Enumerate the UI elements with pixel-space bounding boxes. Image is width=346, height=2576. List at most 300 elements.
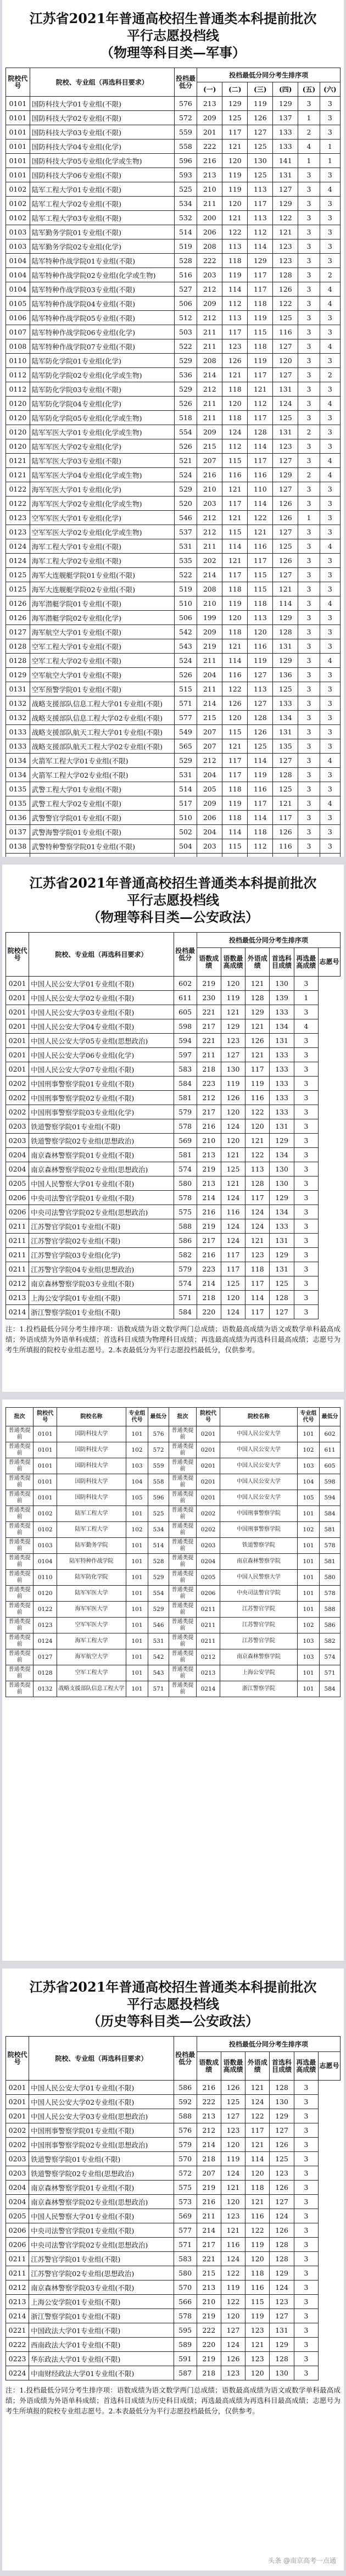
table-cell: 战略支援部队航天工程大学02专业组(不限) (30, 739, 174, 754)
table-row (6, 2181, 341, 2195)
table-cell: 武警特种警察学院01专业组(不限) (30, 839, 174, 854)
table-cell: 中国人民公安大学 (220, 1458, 297, 1474)
table-cell: 0125 (6, 582, 30, 596)
table-cell: 117 (245, 1305, 270, 1319)
table-row (6, 2123, 341, 2138)
table-cell: 0137 (6, 825, 30, 839)
table-cell: 123 (221, 2209, 245, 2223)
table-row (6, 268, 341, 282)
table-cell: 战略支援部队信息工程大学 (57, 1681, 126, 1697)
table-cell: 120 (245, 1119, 270, 1134)
table-cell: 116 (248, 539, 273, 554)
table-cell: 3 (298, 696, 320, 711)
table-row (6, 339, 341, 354)
table-cell: 120 (248, 625, 273, 639)
table-cell: 576 (148, 1426, 169, 1442)
table-cell: 128 (270, 2252, 294, 2266)
table-cell: 陆军工程大学03专业组(不限) (30, 211, 174, 225)
table-cell: 581 (320, 1554, 341, 1570)
table-row (6, 2323, 341, 2338)
table-cell: 101 (297, 1570, 319, 1586)
table-cell: 133 (270, 1077, 294, 1091)
table-cell: 0121 (6, 468, 30, 482)
table-cell: 3 (298, 825, 320, 839)
table-cell: 123 (245, 2352, 270, 2366)
table-cell: 3 (294, 1191, 318, 1205)
table-cell: 118 (245, 1262, 270, 1276)
table-cell: 3 (294, 2195, 318, 2209)
table-cell: 214 (197, 1276, 221, 1291)
table-cell: 中国人民公安大学 (220, 1474, 297, 1490)
table-cell: 0101 (34, 1458, 57, 1474)
table-cell: 214 (197, 2138, 221, 2152)
table-cell: 213 (197, 97, 222, 111)
header-code: 院校代号 (6, 68, 30, 97)
table-cell: 112 (248, 225, 273, 239)
table-cell: 120 (222, 154, 248, 168)
table-cell: 131 (270, 1034, 294, 1048)
table-cell: 3 (298, 325, 320, 339)
table-cell: 515 (174, 682, 197, 696)
table-cell: 203 (197, 839, 222, 854)
table-row (6, 796, 341, 811)
table-cell: 0201 (197, 1490, 220, 1506)
table-cell: 0201 (197, 1458, 220, 1474)
table-cell: 3 (294, 1219, 318, 1234)
table-cell: 128 (273, 625, 298, 639)
table-cell: 122 (273, 211, 298, 225)
table-cell: 131 (273, 725, 298, 739)
table-cell: 空军航空大学01专业组(不限) (30, 668, 174, 682)
table-cell: 117 (248, 368, 273, 382)
table-cell: 中国人民公安大学 (220, 1426, 297, 1442)
table-cell: 123 (221, 2366, 245, 2380)
table-cell: 117 (273, 811, 298, 825)
table-cell: 0104 (6, 254, 30, 268)
table-cell: 116 (248, 782, 273, 796)
table-cell: 普通类提前 (6, 1681, 34, 1697)
table-cell: 125 (270, 2152, 294, 2166)
table-cell: 0211 (197, 1602, 220, 1618)
table-row (6, 1458, 341, 1474)
table-cell: 129 (273, 468, 298, 482)
table-cell: 131 (270, 2323, 294, 2338)
table-cell: 576 (174, 2123, 197, 2138)
table-cell: 101 (297, 1602, 319, 1618)
table-cell: 216 (197, 1205, 221, 1219)
table-cell: 121 (245, 1234, 270, 1248)
table-cell: 空军预警学院01专业组(不限) (30, 682, 174, 696)
table-cell: 124 (221, 2252, 245, 2266)
table-cell: 124 (270, 2209, 294, 2223)
header-score: 投档最低分 (174, 2037, 197, 2081)
table-cell: 陆军勤务学院02专业组(化学) (30, 239, 174, 254)
table-cell: 216 (197, 1248, 221, 1262)
table-cell: 127 (270, 2195, 294, 2209)
table-cell: 120 (221, 2309, 245, 2323)
table-cell: 133 (270, 1219, 294, 1234)
table-row (6, 1442, 341, 1458)
table-cell: 陆军特种作战学院07专业组(不限) (30, 339, 174, 354)
table-row (6, 197, 341, 211)
table-row (6, 991, 341, 1005)
table-cell: 中国刑事警察学院01专业组(不限) (29, 1077, 174, 1091)
table-cell: 0201 (6, 977, 29, 991)
table-cell: 112 (248, 397, 273, 411)
table-cell: 普通类提前 (169, 1554, 196, 1570)
table-cell: 0202 (6, 2138, 29, 2152)
table-cell: 4 (320, 454, 340, 468)
table-cell: 123 (221, 2123, 245, 2138)
table-cell: 陆军勤务学院 (57, 1538, 126, 1554)
table-cell: 0101 (6, 140, 30, 154)
table-cell: 122 (245, 2109, 270, 2123)
table-cell: 3 (298, 439, 320, 454)
table-cell: 121 (221, 2223, 245, 2238)
table-cell: 119 (245, 2238, 270, 2252)
table-cell: 598 (174, 1019, 197, 1034)
table-cell: 3 (294, 2095, 318, 2109)
table-cell: 3 (320, 782, 340, 796)
table-cell: 3 (320, 568, 340, 582)
table-cell: 西南政法大学01专业组(不限) (29, 2338, 174, 2352)
table-row (6, 568, 341, 582)
table-cell: 3 (294, 1062, 318, 1077)
table-cell: 空军工程大学02专业组(不限) (30, 654, 174, 668)
table-row (6, 1602, 341, 1618)
table-cell: 3 (294, 2109, 318, 2123)
table-cell: 3 (298, 668, 320, 682)
table-cell: 陆军军医大学04专业组(化学或生物) (30, 468, 174, 482)
table-cell: 546 (174, 511, 197, 525)
table-cell: 115 (222, 839, 248, 854)
table-cell: 3 (294, 1177, 318, 1191)
table-cell: 120 (221, 2195, 245, 2209)
table-cell: 101 (297, 1665, 319, 1681)
header-group: 投档最低分同分考生排序项 (197, 68, 341, 82)
table-cell: 129 (273, 654, 298, 668)
table-cell: 0124 (34, 1633, 57, 1649)
table-cell: 222 (197, 2095, 221, 2109)
table-row (6, 1474, 341, 1490)
table-row (6, 1522, 341, 1538)
table-cell: 134 (270, 1148, 294, 1162)
table-cell: 上海公安学院 (220, 1665, 297, 1681)
table-cell: 559 (174, 125, 197, 140)
table-cell: 普通类提前 (169, 1426, 196, 1442)
table-row (6, 611, 341, 625)
table-row (6, 1305, 341, 1319)
table-cell: 3 (294, 1091, 318, 1105)
table-cell: 3 (320, 682, 340, 696)
table-cell: 陆军特种作战学院05专业组(不限) (30, 311, 174, 325)
table-cell: 浙江警察学院01专业组(不限) (29, 2309, 174, 2323)
table-cell: 3 (298, 454, 320, 468)
header-cell: 院校代号 (197, 1408, 220, 1426)
table-cell: 普通类提前 (169, 1665, 196, 1681)
table-cell: 115 (222, 454, 248, 468)
table-cell: 121 (221, 1148, 245, 1162)
table-cell: 中国人民警察大学01专业组(不限) (29, 1177, 174, 1191)
table-cell: 0211 (197, 1633, 220, 1649)
table-cell: 125 (221, 1276, 245, 1291)
table-cell: 陆军特种作战学院02专业组(化学或生物) (30, 268, 174, 282)
table-cell: 124 (221, 1234, 245, 1248)
table-cell: 101 (297, 1554, 319, 1570)
table-cell: 588 (320, 1602, 341, 1618)
table-cell: 131 (270, 1262, 294, 1276)
table-cell: 陆军军医大学02专业组(化学) (30, 439, 174, 454)
police-physics-table (5, 932, 341, 1319)
table-cell: 510 (174, 811, 197, 825)
table-cell: 572 (174, 2166, 197, 2181)
table-cell: 3 (298, 639, 320, 654)
table-cell: 3 (294, 2166, 318, 2181)
header-c5: (五) (298, 82, 320, 97)
table-cell: 211 (197, 397, 222, 411)
table-cell: 115 (248, 582, 273, 596)
table-cell: 123 (270, 2166, 294, 2181)
table-cell: 陆军工程大学01专业组(不限) (30, 182, 174, 197)
table-cell: 0202 (6, 1077, 29, 1091)
table-cell: 503 (174, 325, 197, 339)
section-gap (0, 1392, 346, 1399)
table-cell: 国防科技大学02专业组(不限) (30, 111, 174, 125)
table-cell: 101 (126, 1570, 148, 1586)
table-cell: 126 (222, 354, 248, 368)
table-cell: 1 (294, 991, 318, 1005)
table-cell: 4 (298, 140, 320, 154)
table-cell: 230 (197, 991, 221, 1005)
table-cell: 101 (126, 1538, 148, 1554)
table-cell: 0120 (6, 425, 30, 439)
table-cell: 102 (297, 1618, 319, 1633)
table-cell: 中国人民公安大学01专业组(不限) (29, 977, 174, 991)
table-cell: 114 (245, 2152, 270, 2166)
table-row (6, 2223, 341, 2238)
table-cell: 127 (221, 2323, 245, 2338)
table-cell: 3 (298, 768, 320, 782)
header-group: 投档最低分同分考生排序项 (197, 933, 340, 948)
table-cell: 3 (298, 97, 320, 111)
table-cell: 122 (222, 225, 248, 239)
table-cell: 586 (174, 1234, 197, 1248)
table-cell: 0211 (6, 1248, 29, 1262)
table-cell: 2 (298, 425, 320, 439)
table-cell: 207 (197, 454, 222, 468)
table-row (6, 397, 341, 411)
table-cell: 514 (174, 225, 197, 239)
table-cell: 203 (197, 268, 222, 282)
table-cell: 0206 (6, 2223, 29, 2238)
table-cell: 0101 (34, 1442, 57, 1458)
table-cell: 普通类提前 (6, 1538, 34, 1554)
table-cell: 120 (221, 1134, 245, 1148)
table-cell: 海军工程大学01专业组(不限) (30, 539, 174, 554)
table-cell: 128 (270, 2238, 294, 2252)
table-cell: 103 (126, 1458, 148, 1474)
table-cell: 0205 (6, 1177, 29, 1191)
table-row (6, 2281, 341, 2295)
table-row (6, 311, 341, 325)
table-cell: 陆军防化学院03专业组(不限) (30, 382, 174, 397)
table-cell: 101 (297, 1538, 319, 1554)
table-cell: 0135 (6, 796, 30, 811)
table-cell: 101 (126, 1649, 148, 1665)
section-title (5, 874, 341, 925)
table-row (6, 297, 341, 311)
table-cell: 3 (320, 497, 340, 511)
table-cell: 普通类提前 (6, 1649, 34, 1665)
table-row (6, 1633, 341, 1649)
table-cell: 595 (174, 2323, 197, 2338)
table-cell: 海军工程大学 (57, 1633, 126, 1649)
table-cell: 127 (273, 754, 298, 768)
table-cell: 118 (222, 811, 248, 825)
table-cell: 210 (197, 2295, 221, 2309)
header-c6: 志愿号 (318, 2052, 340, 2081)
table-cell: 3 (294, 2152, 318, 2166)
table-cell: 中国刑事警察学院 (220, 1522, 297, 1538)
table-cell: 543 (174, 639, 197, 654)
table-cell: 117 (248, 197, 273, 211)
table-row (6, 468, 341, 482)
table-cell: 125 (248, 140, 273, 154)
table-cell: 112 (222, 439, 248, 454)
table-row (6, 1262, 341, 1276)
table-cell: 3 (298, 382, 320, 397)
table-cell: 3 (298, 654, 320, 668)
table-cell: 584 (320, 1681, 341, 1697)
table-cell: 0223 (6, 2352, 29, 2366)
table-cell: 611 (320, 1442, 341, 1458)
table-cell: 中国人民公安大学03专业组(思想政治) (29, 2109, 174, 2123)
table-cell: 陆军工程大学02专业组(不限) (30, 197, 174, 211)
table-row (6, 639, 341, 654)
table-row (6, 2295, 341, 2309)
table-cell: 525 (148, 1506, 169, 1522)
table-row (6, 1570, 341, 1586)
table-cell: 普通类提前 (169, 1506, 196, 1522)
table-cell: 普通类提前 (6, 1633, 34, 1649)
table-cell: 3 (320, 382, 340, 397)
table-row (6, 1034, 341, 1048)
table-cell: 219 (197, 977, 221, 991)
table-cell: 0201 (6, 1019, 29, 1034)
title-line-3: （历史等科目类—公安政法） (87, 2013, 259, 2029)
table-cell: 4 (320, 754, 340, 768)
table-cell: 121 (222, 554, 248, 568)
table-cell: 3 (320, 739, 340, 754)
table-cell: 202 (197, 554, 222, 568)
table-cell: 3 (294, 2138, 318, 2152)
table-cell: 209 (197, 297, 222, 311)
table-cell: 0103 (6, 239, 30, 254)
table-cell: 222 (197, 254, 222, 268)
table-row (6, 439, 341, 454)
table-cell: 江苏警官学院 (220, 1602, 297, 1618)
table-cell: 127 (273, 339, 298, 354)
table-cell: 0206 (6, 1191, 29, 1205)
table-row (6, 2166, 341, 2181)
table-cell: 583 (174, 1062, 197, 1077)
table-cell: 中国刑事警察学院03专业组(化学) (29, 1105, 174, 1119)
table-cell: 0124 (6, 539, 30, 554)
table-cell: 3 (298, 796, 320, 811)
table-cell: 121 (273, 796, 298, 811)
table-cell: 129 (245, 1005, 270, 1019)
header-cell: 最低分 (148, 1408, 169, 1426)
table-cell: 117 (245, 1191, 270, 1205)
table-cell: 0203 (197, 1538, 220, 1554)
table-row (6, 582, 341, 596)
table-cell: 559 (148, 1458, 169, 1474)
table-cell: 121 (245, 2081, 270, 2095)
table-cell: 512 (174, 311, 197, 325)
table-cell: 115 (222, 725, 248, 739)
table-cell: 3 (320, 711, 340, 725)
table-cell: 中央司法警官学院 (220, 1586, 297, 1602)
table-cell: 531 (174, 539, 197, 554)
table-cell: 3 (294, 1162, 318, 1177)
table-cell: 0211 (6, 2252, 29, 2266)
table-cell: 117 (245, 2123, 270, 2138)
table-cell: 213 (197, 1148, 221, 1162)
table-cell: 4 (320, 539, 340, 554)
table-cell: 0110 (34, 1570, 57, 1586)
table-row (6, 1091, 341, 1105)
table-cell: 0212 (197, 1649, 220, 1665)
table-cell: 212 (197, 511, 222, 525)
table-cell: 221 (197, 2252, 221, 2266)
table-cell: 126 (270, 2223, 294, 2238)
header-c5: 再选最高成绩 (294, 2052, 318, 2081)
table-cell: 中国人民公安大学01专业组(不限) (29, 2081, 174, 2095)
table-cell: 527 (174, 282, 197, 297)
table-cell: 569 (174, 2209, 197, 2223)
table-cell: 204 (197, 668, 222, 682)
table-cell: 574 (174, 1162, 197, 1177)
table-cell: 126 (221, 2081, 245, 2095)
table-row (6, 382, 341, 397)
table-cell: 铁道警察学院02专业组(思想政治) (29, 2166, 174, 2181)
table-cell: 121 (222, 482, 248, 497)
table-cell: 524 (174, 654, 197, 668)
table-cell: 116 (273, 839, 298, 854)
table-cell: 123 (270, 2295, 294, 2309)
table-cell: 3 (298, 554, 320, 568)
table-cell: 普通类提前 (6, 1522, 34, 1538)
table-cell: 571 (148, 1681, 169, 1697)
table-cell: 0101 (34, 1490, 57, 1506)
table-cell: 3 (320, 825, 340, 839)
header-cell: 院校名称 (57, 1408, 126, 1426)
table-cell: 519 (174, 239, 197, 254)
table-cell: 125 (222, 111, 248, 125)
table-cell: 空军军医大学01专业组(化学) (30, 511, 174, 525)
table-cell: 中国人民公安大学03专业组(不限) (29, 1005, 174, 1019)
table-cell: 海军工程大学02专业组(不限) (30, 554, 174, 568)
table-cell: 577 (174, 2223, 197, 2238)
table-cell: 普通类提前 (6, 1554, 34, 1570)
table-cell: 126 (273, 282, 298, 297)
table-cell: 4 (294, 1019, 318, 1034)
table-cell: 0112 (6, 382, 30, 397)
table-cell: 101 (126, 1665, 148, 1681)
table-cell: 126 (248, 725, 273, 739)
table-cell: 135 (273, 739, 298, 754)
table-cell: 113 (222, 311, 248, 325)
